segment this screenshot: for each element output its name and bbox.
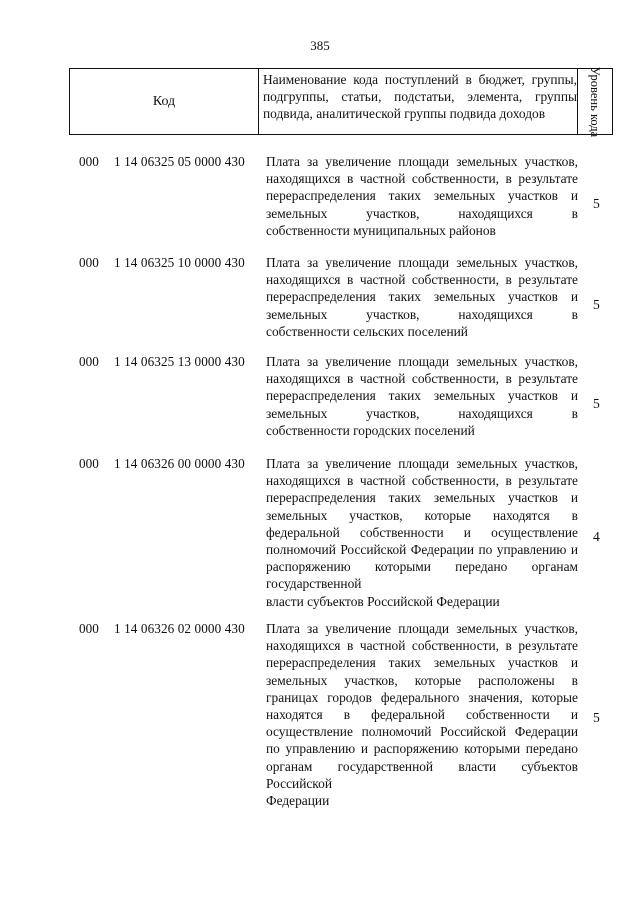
revenue-code: 1 14 06325 13 0000 430 — [114, 354, 245, 369]
description-last-line: собственности муниципальных районов — [266, 222, 496, 238]
header-name-column: Наименование кода поступлений в бюджет, группы, подгруппы, статьи, подстатьи, элемента, группы подвида, аналитической группы подвида доходов — [263, 72, 577, 121]
admin-code: 000 — [79, 255, 99, 270]
code-level: 5 — [593, 710, 600, 725]
revenue-description — [266, 353, 578, 439]
description-text: Плата за увеличение площади земельных участков, находящихся в частной собственности, в результате перераспределения таких земельных участков и земельных участков, находящихся в — [266, 354, 578, 421]
table-header — [69, 68, 613, 135]
code-level: 5 — [593, 396, 600, 411]
page-number: 385 — [310, 38, 330, 53]
admin-code: 000 — [79, 456, 99, 471]
description-text: Плата за увеличение площади земельных участков, находящихся в частной собственности, в результате перераспределения таких земельных участков и земельных участков, находящихся в — [266, 154, 578, 221]
description-text: Плата за увеличение площади земельных участков, находящихся в частной собственности, в результате перераспределения таких земельных участков и земельных участков, находящихся в — [266, 255, 578, 322]
description-last-line: Федерации — [266, 793, 330, 809]
header-level-column — [577, 66, 612, 137]
header-level-label: Уровень кода — [588, 66, 602, 137]
description-last-line: собственности сельских поселений — [266, 323, 468, 339]
description-text: Плата за увеличение площади земельных участков, находящихся в частной собственности, в результате перераспределения таких земельных участков и земельных участков, которые находятся в федеральной собственности и осуществление полномочий Российской Федерации по управлению и распоряжению которыми передано органам государственной — [266, 456, 578, 592]
description-text: Плата за увеличение площади земельных участков, находящихся в частной собственности, в результате перераспределения таких земельных участков и земельных участков, которые расположены в границах городов федерального значения, которые находятся в федеральной собственности и осуществление полномочий Российской Федерации по управлению и распоряжению которыми передано органам государственной власти субъектов Российской — [266, 621, 578, 791]
code-level: 5 — [593, 196, 600, 211]
revenue-description — [266, 153, 578, 239]
revenue-code: 1 14 06326 02 0000 430 — [114, 621, 245, 636]
revenue-code: 1 14 06325 10 0000 430 — [114, 255, 245, 270]
admin-code: 000 — [79, 621, 99, 636]
description-last-line: власти субъектов Российской Федерации — [266, 593, 500, 609]
revenue-code: 1 14 06325 05 0000 430 — [114, 154, 245, 169]
revenue-description — [266, 254, 578, 340]
code-level: 5 — [593, 297, 600, 312]
description-last-line: собственности городских поселений — [266, 422, 475, 438]
revenue-description — [266, 620, 578, 809]
revenue-description — [266, 455, 578, 610]
header-code-column: Код — [70, 69, 259, 134]
admin-code: 000 — [79, 154, 99, 169]
revenue-code: 1 14 06326 00 0000 430 — [114, 456, 245, 471]
admin-code: 000 — [79, 354, 99, 369]
code-level: 4 — [593, 529, 600, 544]
